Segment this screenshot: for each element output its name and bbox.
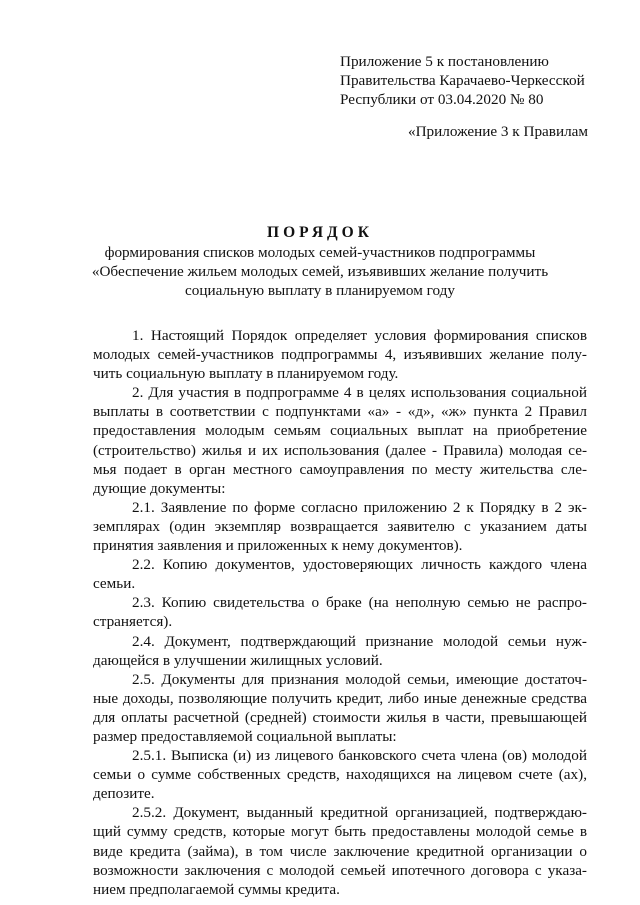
paragraph-line: размер предоставляемой социальной выплаты: bbox=[93, 727, 397, 745]
paragraph-line: 2.2. Копию документов, удостоверяющих личность каждого члена bbox=[132, 556, 587, 574]
paragraph-line: молодых семей-участников подпрограммы 4, изъявивших желание полу- bbox=[93, 346, 587, 364]
paragraph-line: 2.1. Заявление по форме согласно приложению 2 к Порядку в 2 эк- bbox=[132, 498, 587, 516]
paragraph-line: 1. Настоящий Порядок определяет условия формирования списков bbox=[132, 327, 587, 344]
paragraph-line: предоставления молодым семьям социальных выплат на приобретение bbox=[93, 422, 587, 440]
paragraph-line: возможности заключения с молодой семьей ипотечного договора с указа- bbox=[93, 861, 587, 879]
paragraph bbox=[93, 803, 587, 898]
paragraph bbox=[93, 632, 587, 670]
resolution-header bbox=[340, 52, 610, 109]
paragraph bbox=[93, 593, 587, 631]
paragraph-line: для оплаты расчетной (средней) стоимости жилья в части, превышающей bbox=[93, 708, 587, 726]
paragraph-line: ные доходы, позволяющие получить кредит, либо иные денежные средства bbox=[93, 689, 587, 707]
paragraph bbox=[93, 746, 587, 803]
document-title: ПОРЯДОК bbox=[267, 224, 373, 241]
header-line: Правительства Карачаево-Черкесской bbox=[340, 72, 585, 89]
paragraph-line: 2.5.1. Выписка (и) из лицевого банковского счета члена (ов) молодой bbox=[132, 747, 587, 765]
paragraph bbox=[93, 670, 587, 746]
paragraph-line: земплярах (один экземпляр возвращается заявителю с указанием даты bbox=[93, 517, 587, 535]
paragraph bbox=[93, 498, 587, 555]
subtitle-line: формирования списков молодых семей-участников подпрограммы bbox=[104, 244, 536, 261]
document-body bbox=[93, 326, 587, 899]
paragraph-line: 2.3. Копию свидетельства о браке (на неполную семью не распро- bbox=[132, 594, 587, 612]
paragraph-line: 2. Для участия в подпрограмме 4 в целях использования социальной bbox=[132, 384, 587, 402]
paragraph-line: дающейся в улучшении жилищных условий. bbox=[93, 651, 383, 669]
paragraph-line: депозите. bbox=[93, 785, 155, 803]
paragraph-line: принятия заявления и приложенных к нему документов). bbox=[93, 537, 463, 555]
appendix-reference: «Приложение 3 к Правилам bbox=[408, 123, 589, 140]
header-line: Республики от 03.04.2020 № 80 bbox=[340, 91, 544, 108]
paragraph bbox=[93, 326, 587, 383]
paragraph-line: чить социальную выплату в планируемом году. bbox=[93, 365, 399, 383]
document-subtitle bbox=[0, 243, 640, 300]
paragraph-line: семьи о сумме собственных средств, находящихся на лицевом счете (ах), bbox=[93, 766, 587, 784]
paragraph-line: страняется). bbox=[93, 613, 173, 631]
paragraph-line: (строительство) жилья и их использования (далее - Правила) молодая се- bbox=[93, 441, 587, 459]
paragraph-line: мья подает в орган местного самоуправления по месту жительства сле- bbox=[93, 460, 587, 478]
paragraph-line: нием предполагаемой суммы кредита. bbox=[93, 880, 340, 898]
paragraph-line: дующие документы: bbox=[93, 479, 226, 497]
paragraph-line: семьи. bbox=[93, 575, 136, 593]
paragraph-line: щий сумму средств, которые могут быть предоставлены молодой семье в bbox=[93, 823, 587, 841]
header-line: Приложение 5 к постановлению bbox=[340, 53, 549, 70]
paragraph-line: 2.4. Документ, подтверждающий признание молодой семьи нуж- bbox=[132, 632, 587, 650]
subtitle-line: социальную выплату в планируемом году bbox=[185, 282, 455, 299]
paragraph-line: выплаты в соответствии с подпунктами «а» - «д», «ж» пункта 2 Правил bbox=[93, 403, 587, 421]
paragraph-line: виде кредита (займа), в том числе заключение кредитной организации о bbox=[93, 842, 587, 860]
paragraph-line: 2.5.2. Документ, выданный кредитной организацией, подтверждаю- bbox=[132, 804, 587, 822]
paragraph bbox=[93, 555, 587, 593]
subtitle-line: «Обеспечение жильем молодых семей, изъявивших желание получить bbox=[91, 263, 549, 280]
paragraph bbox=[93, 383, 587, 498]
paragraph-line: 2.5. Документы для признания молодой семьи, имеющие достаточ- bbox=[132, 670, 587, 688]
